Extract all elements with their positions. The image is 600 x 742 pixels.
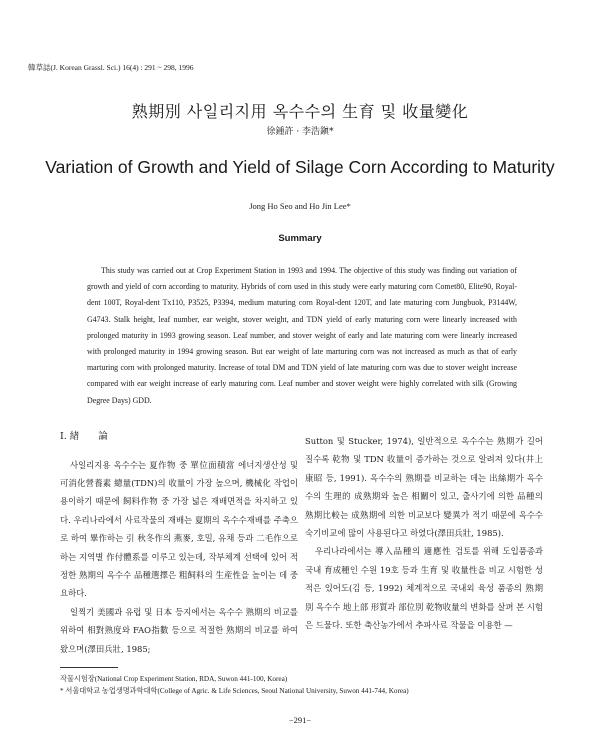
footnote-rule bbox=[60, 667, 118, 668]
footnotes bbox=[60, 674, 540, 697]
page-number: −291− bbox=[288, 715, 312, 725]
korean-authors: 徐鍾許 · 李浩鎭* bbox=[266, 127, 334, 137]
left-paragraph-2: 일찍기 美國과 유럽 및 日本 등지에서는 옥수수 熟期의 비교를 위하여 相對熟度와 FAO指數 등으로 적절한 熟期의 비교를 하여 왔으며(澤田兵壯, 1985; bbox=[60, 606, 298, 654]
footnote-affiliation-1: 작물시험장(National Crop Experiment Station, RDA, Suwon 441-100, Korea) bbox=[60, 675, 288, 683]
journal-citation: 韓草誌(J. Korean Grassl. Sci.) 16(4) : 291 ~ 298, 1996 bbox=[28, 63, 194, 72]
left-paragraph-1: 사일리지용 옥수수는 夏作物 중 單位面積當 에너지생산성 및 可消化營養素 總量(TDN)의 收量이 가장 높으며, 機械化 작업이 용이하기 때문에 飼料作物 중 가장 넓은 재배면적을 차지하고 있다. 우리나라에서 사료작물의 재배는 夏期의 옥수수재배를 주축으로 하여 畢作하는 引 秋冬作의 燕麥, 호밀, 유채 등과 二毛作으로 하는 지역별 作付體系를 이루고 있는데, 작부체계 선택에 있어 적정한 熟期의 옥수수 品種選擇은 粗飼料의 生産性을 높이는 데 중요하다. bbox=[60, 459, 298, 599]
right-paragraph-2: 우리나라에서는 導入品種의 適應性 검토를 위해 도입품종과 국내 育成種인 수원 19호 등과 生育 및 收量性을 비교 시험한 성적은 있어도(김 등, 1992) 체계적으로 국내외 육성 품종의 熟期別 옥수수 地上部 形質과 部位別 乾物收量의 변화를 살펴 본 시험은 드물다. 또한 축산농가에서 추파사료 작물을 이용한 — bbox=[305, 546, 544, 631]
english-title: Variation of Growth and Yield of Silage Corn According to Maturity bbox=[45, 157, 555, 177]
right-column bbox=[305, 432, 543, 634]
korean-title: 熟期別 사일리지用 옥수수의 生育 및 收量變化 bbox=[131, 102, 469, 121]
left-column bbox=[60, 432, 298, 658]
section-heading-introduction: Ⅰ. 緖 論 bbox=[60, 431, 108, 442]
right-paragraph-1: Sutton 및 Stucker, 1974), 일반적으로 옥수수는 熟期가 길어질수록 乾物 및 TDN 收量이 증가하는 것으로 알려져 있다(井上康昭 등, 1991). 옥수수의 熟期를 비교하는 데는 出絲期가 옥수수의 生理的 成熟期와 높은 相關이 있고, 출사기에 의한 品種의 熟期比較는 成熟期에 의한 비교보다 變異가 적기 때문에 옥수수 숙기비교에 많이 사용된다고 하였다(澤田兵壯, 1985). bbox=[305, 436, 543, 539]
footnote-affiliation-2: * 서울대학교 농업생명과학대학(College of Agric. & Life Sciences, Seoul National University, Suwon 441-744, Korea) bbox=[60, 686, 409, 695]
abstract-text: This study was carried out at Crop Experiment Station in 1993 and 1994. The objective of this study was finding out variation of growth and yield of corn according to maturity. Hybrids of corn used in this study were early maturing corn Comet80, Elite90, Royal-dent 100T, Royal-dent Tx110, P3525, P3394, medium maturing corn Royal-dent 120T, and late maturing corn Jungbuok, P3144W, G4743. Stalk height, leaf number, ear weight, stover weight, and TDN yield of early maturing corn were linearly increased with prolonged maturity in 1993 growing season. Leaf number, and stover weight of early and late maturing corn were linearly increased with prolonged maturity in 1994 growing season. But ear weight of late marturing corn was not increased as much as that of early marturing corn with prolonged maturity. Increase of total DM and TDN yield of late maturing corn was due to stover weight increase compared with ear weight increase of early maturing corn. Leaf number and stover weight were highly correlated with silk (Growing Degree Days) GDD. bbox=[87, 266, 517, 405]
summary-heading: Summary bbox=[278, 233, 322, 244]
english-authors: Jong Ho Seo and Ho Jin Lee* bbox=[249, 201, 351, 211]
